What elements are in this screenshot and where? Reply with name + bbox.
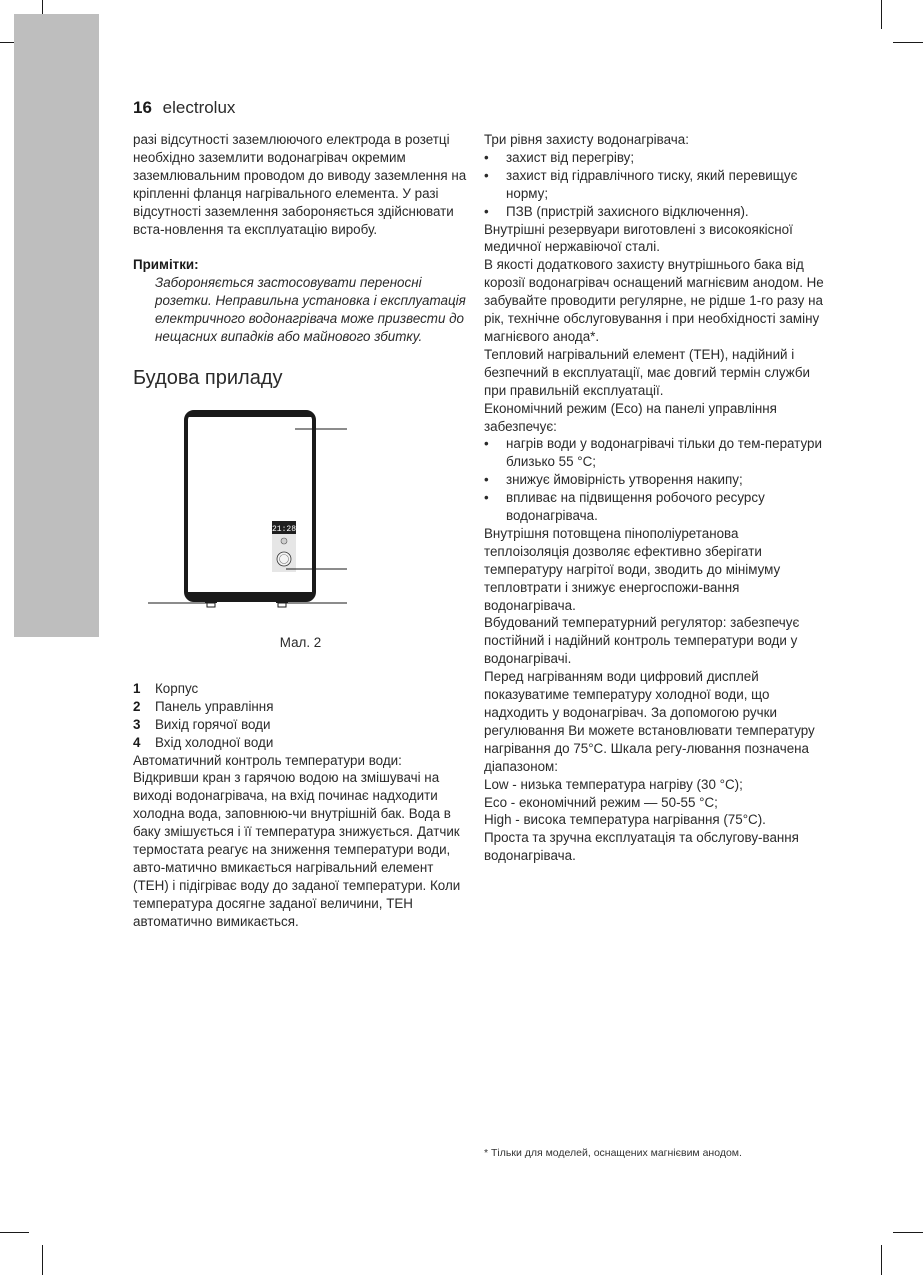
- list-item: • нагрів води у водонагрівачі тільки до тем-ператури близько 55 °C;: [484, 435, 824, 471]
- crop-mark: [42, 1245, 43, 1275]
- legend-number: 4: [133, 734, 141, 750]
- water-heater-figure: [133, 404, 468, 634]
- figure-legend: [133, 680, 468, 752]
- legend-label: Вихід горячої води: [155, 716, 271, 732]
- protection-list: [484, 149, 824, 221]
- page-number: 16: [133, 98, 152, 117]
- mode-eco: Eco - економічний режим — 50-55 °C;: [484, 794, 718, 810]
- notes-body: Забороняється застосовувати переносні розетки. Неправильна установка і експлуатація електричного водонагрівача може призвести до нещасних випадків або майнового збитку.: [155, 275, 466, 345]
- legend-number: 3: [133, 716, 141, 732]
- grounding-paragraph: разі відсутності заземлюючого електрода в розетці необхідно заземлити водонагрівач окремим заземлювальним проводом до виводу заземлення на кріпленні фланця нагрівального елемента. У разі відсутності заземлення забороняється здійснювати вста-новлення та експлуатацію виробу.: [133, 132, 467, 237]
- left-column: [133, 131, 468, 931]
- protection-title: Три рівня захисту водонагрівача:: [484, 132, 689, 147]
- heater-bottom-band: [188, 592, 312, 598]
- insulation-paragraph: Внутрішня потовщена пінополіуретанова теплоізоляція дозволяє ефективно зберігати температуру нагрітої води, зводить до мінімуму тепловтрати і знижує енергоспожи-вання водонагрівача.: [484, 525, 781, 613]
- mode-low: Low - низька температура нагріву (30 °C);: [484, 776, 743, 792]
- heating-element-paragraph: Тепловий нагрівальний елемент (ТЕН), надійний і безпечний в експлуатації, має довгий термін служби при правильній експлуатації.: [484, 346, 811, 398]
- crop-mark: [893, 1232, 923, 1233]
- display-reading: 21:28: [271, 524, 297, 534]
- mode-high: High - висока температура нагрівання (75°C).: [484, 812, 766, 828]
- crop-mark: [881, 1245, 882, 1275]
- footnote: * Тільки для моделей, оснащених магнієвим анодом.: [484, 1147, 742, 1159]
- legend-label: Панель управління: [155, 698, 274, 714]
- heater-top-band: [188, 413, 312, 417]
- figure-caption: Мал. 2: [279, 634, 322, 650]
- legend-number: 2: [133, 698, 141, 714]
- notes-title: Примітки:: [133, 257, 199, 273]
- section-title: Будова приладу: [133, 366, 283, 389]
- side-tab: [14, 14, 99, 637]
- control-panel: [272, 521, 296, 572]
- legend-label: Вхід холодної води: [155, 734, 274, 750]
- crop-mark: [881, 0, 882, 29]
- page-header: [133, 98, 235, 118]
- list-item: • захист від гідравлічного тиску, який перевищує норму;: [484, 167, 824, 203]
- mode-button: [281, 538, 287, 544]
- legend-item: [133, 734, 468, 752]
- list-item: • захист від перегріву;: [484, 149, 824, 167]
- crop-mark: [0, 1232, 29, 1233]
- eco-title: Економічний режим (Eco) на панелі управління забезпечує:: [484, 400, 777, 434]
- control-knob: [277, 552, 291, 566]
- legend-item: [133, 680, 468, 698]
- legend-item: [133, 716, 468, 734]
- closing-paragraph: Проста та зручна експлуатація та обслугову-вання водонагрівача.: [484, 830, 799, 864]
- crop-mark: [893, 42, 923, 43]
- legend-item: [133, 698, 468, 716]
- water-heater-diagram: [133, 404, 468, 634]
- brand-name: electrolux: [162, 98, 236, 117]
- list-item: • впливає на підвищення робочого ресурсу водонагрівача.: [484, 489, 824, 525]
- display-paragraph: Перед нагріванням води цифровий дисплей показуватиме температуру холодної води, що надходить у водонагрівач. За допомогою ручки регулювання Ви можете встановлювати температуру нагрівання до 75°C. Шкала регу-лювання позначена діапазоном:: [484, 669, 815, 774]
- legend-number: 1: [133, 680, 141, 696]
- list-item: • знижує ймовірність утворення накипу;: [484, 471, 824, 489]
- anode-paragraph: В якості додаткового захисту внутрішнього бака від корозії водонагрівач оснащений магнієвим анодом. Не забувайте проводити регулярне, не рідше 1-го разу на рік, технічне обслуговування і при необхідності заміну магнієвого анода*.: [484, 257, 824, 344]
- regulator-paragraph: Вбудований температурний регулятор: забезпечує постійний і надійний контроль температури води у водонагрівачі.: [484, 615, 800, 667]
- auto-control-paragraph: Автоматичний контроль температури води: Відкривши кран з гарячою водою на змішувачі на виході водонагрівача, на вхід починає надходити холодна вода, заповнюю-чи внутрішній бак. Вода в баку змішується і її температура знижується. Датчик термостата реагує на зниження температури води, авто-матично вмикається нагрівальний елемент (ТЕН) і підігріває воду до заданої температури. Коли температура досягне заданої величини, ТЕН автоматично вимикається.: [133, 752, 461, 929]
- tanks-paragraph: Внутрішні резервуари виготовлені з високоякісної медичної нержавіючої сталі.: [484, 221, 793, 255]
- right-column: [484, 131, 824, 865]
- legend-label: Корпус: [155, 680, 199, 696]
- eco-list: [484, 435, 824, 525]
- list-item: • ПЗВ (пристрій захисного відключення).: [484, 203, 824, 221]
